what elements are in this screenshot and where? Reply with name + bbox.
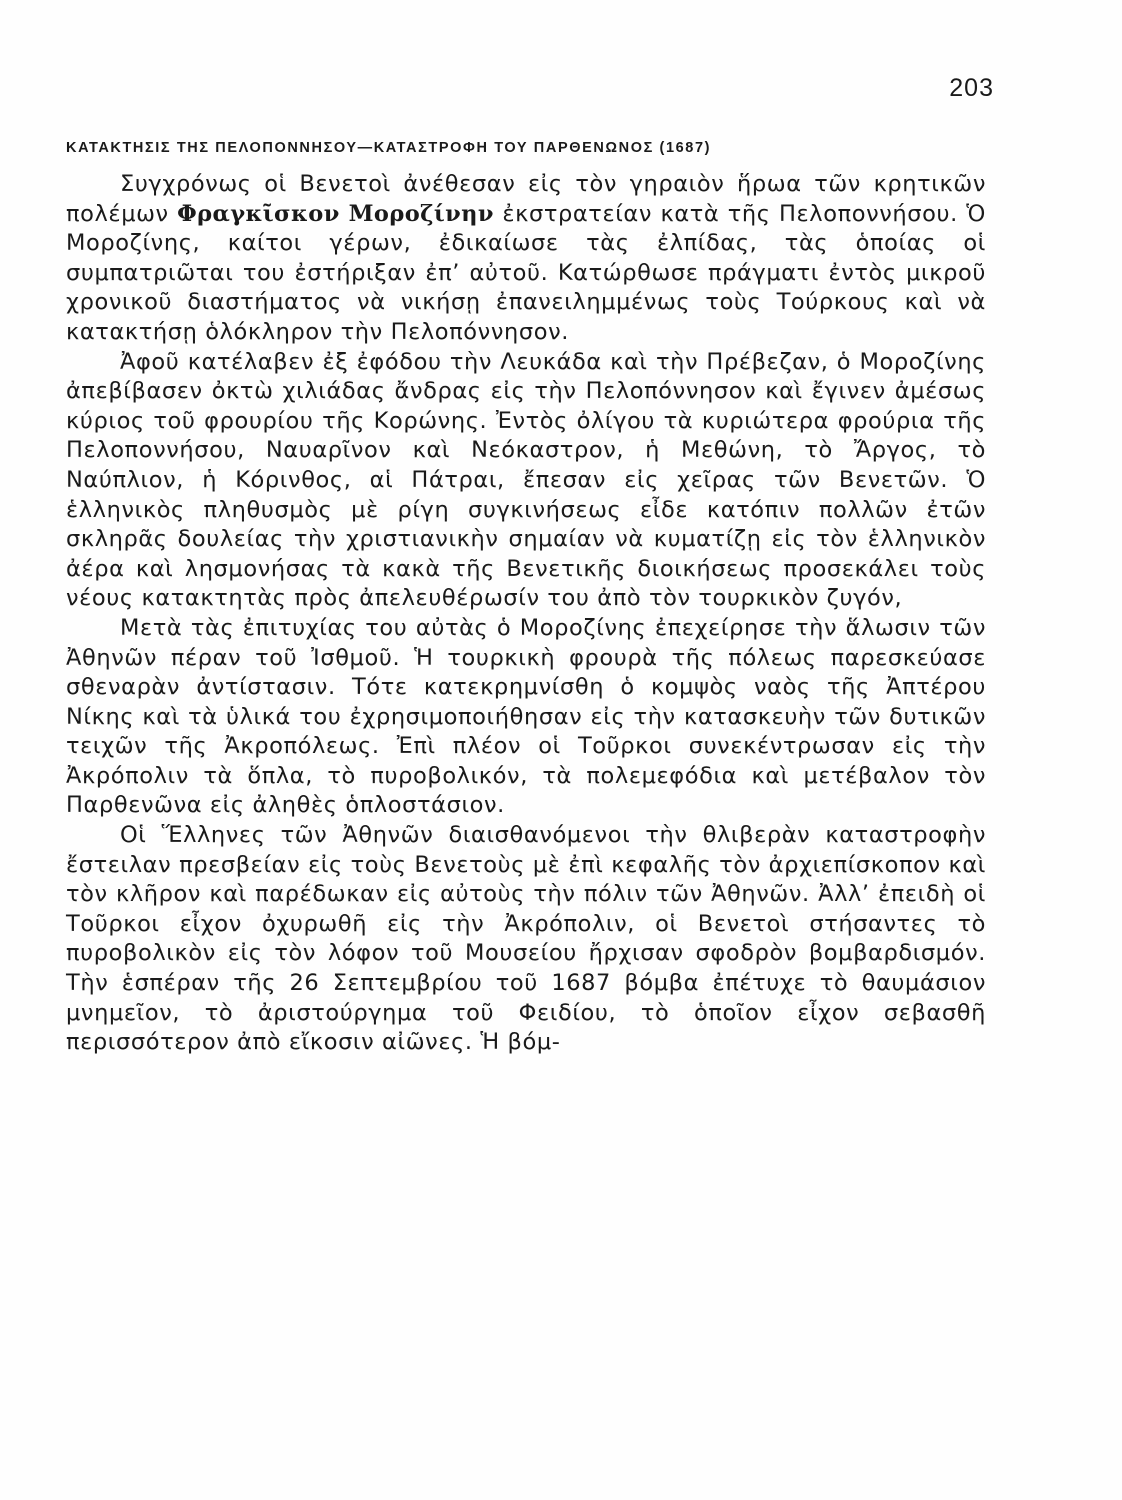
page-number: 203 [949, 74, 994, 102]
bold-name-morosini: Φραγκῖσκον Μοροζίνην [177, 200, 494, 227]
running-head: ΚΑΤΑΚΤΗΣΙΣ ΤΗΣ ΠΕΛΟΠΟΝΝΗΣΟΥ—ΚΑΤΑΣΤΡΟΦΗ ΤΟΥ ΠΑΡΘΕΝΩΝΟΣ (1687) [66, 140, 712, 156]
paragraph-2: Ἀφοῦ κατέλαβεν ἐξ ἐφόδου τὴν Λευκάδα καὶ τὴν Πρέβεζαν, ὁ Μοροζίνης ἀπεβίβασεν ὀκτὼ χιλιάδας ἄνδρας εἰς τὴν Πελοπόννησον καὶ ἔγινεν ἀμέσως κύριος τοῦ φρουρίου τῆς Κορώνης. Ἐντὸς ὀλίγου τὰ κυριώτερα φρούρια τῆς Πελοποννήσου, Ναυαρῖνον καὶ Νεόκαστρον, ἡ Μεθώνη, τὸ Ἄργος, τὸ Ναύπλιον, ἡ Κόρινθος, αἱ Πάτραι, ἔπεσαν εἰς χεῖρας τῶν Βενετῶν. Ὁ ἑλληνικὸς πληθυσμὸς μὲ ρίγη συγκινήσεως εἶδε κατόπιν πολλῶν ἐτῶν σκληρᾶς δουλείας τὴν χριστιανικὴν σημαίαν νὰ κυματίζῃ εἰς τὸν ἑλληνικὸν ἀέρα καὶ λησμονήσας τὰ κακὰ τῆς Βενετικῆς διοικήσεως προσεκάλει τοὺς νέους κατακτητὰς πρὸς ἀπελευθέρωσίν του ἀπὸ τὸν τουρκικὸν ζυγόν, [66, 348, 986, 612]
body-text [66, 170, 986, 1058]
paragraph-1 [66, 170, 986, 348]
paragraph-3: Μετὰ τὰς ἐπιτυχίας του αὐτὰς ὁ Μοροζίνης ἐπεχείρησε τὴν ἅλωσιν τῶν Ἀθηνῶν πέραν τοῦ Ἰσθμοῦ. Ἡ τουρκικὴ φρουρὰ τῆς πόλεως παρεσκεύασε σθεναρὰν ἀντίστασιν. Τότε κατεκρημνίσθη ὁ κομψὸς ναὸς τῆς Ἀπτέρου Νίκης καὶ τὰ ὑλικά του ἐχρησιμοποιήθησαν εἰς τὴν κατασκευὴν τῶν δυτικῶν τειχῶν τῆς Ἀκροπόλεως. Ἐπὶ πλέον οἱ Τοῦρκοι συνεκέντρωσαν εἰς τὴν Ἀκρόπολιν τὰ ὅπλα, τὸ πυροβολικόν, τὰ πολεμεφόδια καὶ μετέβαλον τὸν Παρθενῶνα εἰς ἀληθὲς ὁπλοστάσιον. [66, 614, 986, 819]
paragraph-4: Οἱ Ἕλληνες τῶν Ἀθηνῶν διαισθανόμενοι τὴν θλιβερὰν καταστροφὴν ἔστειλαν πρεσβείαν εἰς τοὺς Βενετοὺς μὲ ἐπὶ κεφαλῆς τὸν ἀρχιεπίσκοπον καὶ τὸν κλῆρον καὶ παρέδωκαν εἰς αὐτοὺς τὴν πόλιν τῶν Ἀθηνῶν. Ἀλλ’ ἐπειδὴ οἱ Τοῦρκοι εἶχον ὀχυρωθῆ εἰς τὴν Ἀκρόπολιν, οἱ Βενετοὶ στήσαντες τὸ πυροβολικὸν εἰς τὸν λόφον τοῦ Μουσείου ἤρχισαν σφοδρὸν βομβαρδισμόν. Τὴν ἑσπέραν τῆς 26 Σεπτεμβρίου τοῦ 1687 βόμβα ἐπέτυχε τὸ θαυμάσιον μνημεῖον, τὸ ἀριστούργημα τοῦ Φειδίου, τὸ ὁποῖον εἶχον σεβασθῆ περισσότερον ἀπὸ εἴκοσιν αἰῶνες. Ἡ βόμ- [66, 822, 986, 1056]
paragraph-1-end: ἐκστρατείαν κατὰ τῆς Πελοποννήσου. Ὁ Μοροζίνης, καίτοι γέρων, ἐδικαίωσε τὰς ἐλπίδας, τὰς ὁποίας οἱ συμπατριῶται του ἐστήριξαν ἐπ’ αὐτοῦ. Κατώρθωσε πράγματι ἐντὸς μικροῦ χρονικοῦ διαστήματος νὰ νικήσῃ ἐπανειλημμένως τοὺς Τούρκους καὶ νὰ κατακτήσῃ ὁλόκληρον τὴν Πελοπόννησον. [66, 200, 986, 345]
paragraph-1-start: Συγχρόνως οἱ Βενετοὶ ἀνέθεσαν εἰς τὸν γηραιὸν ἥρωα τῶν κρητικῶν πολέμων [66, 171, 986, 227]
